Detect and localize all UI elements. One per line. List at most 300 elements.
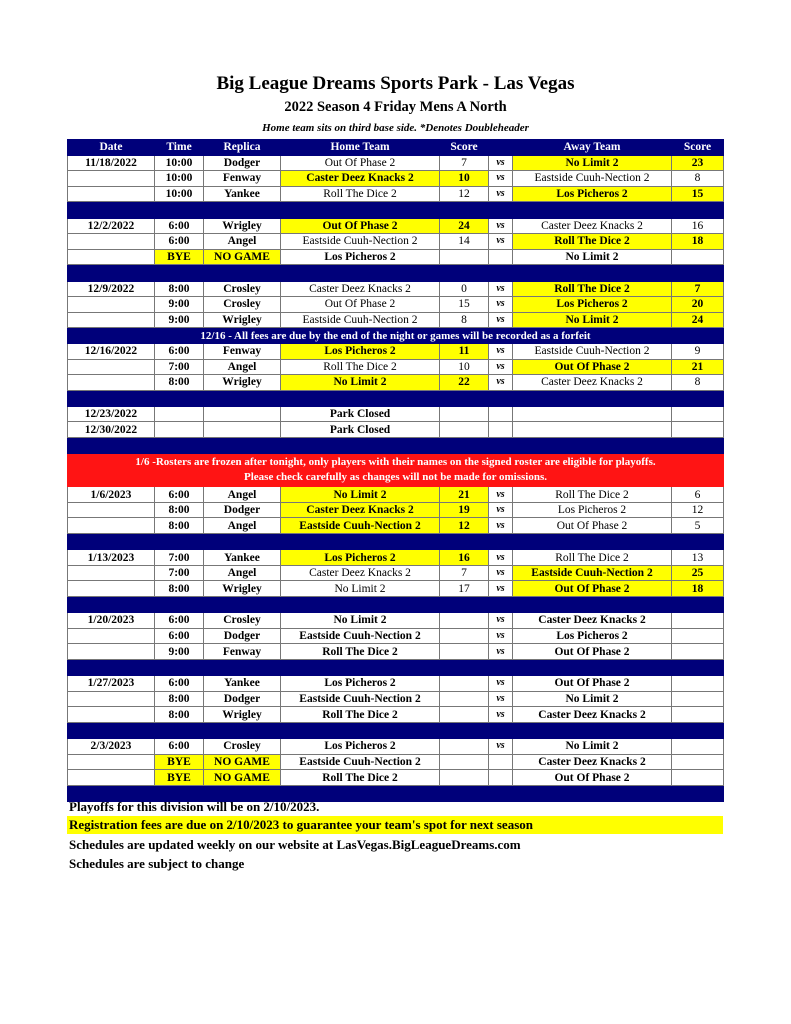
header-replica: Replica bbox=[204, 140, 281, 156]
game-date: 1/20/2023 bbox=[68, 613, 155, 629]
game-field: Dodger bbox=[204, 691, 281, 707]
home-score: 10 bbox=[440, 171, 489, 187]
away-team: Roll The Dice 2 bbox=[513, 487, 672, 503]
week-separator bbox=[68, 390, 724, 406]
away-score: 5 bbox=[672, 518, 724, 534]
game-field: Fenway bbox=[204, 343, 281, 359]
vs-label: vs bbox=[489, 487, 513, 503]
empty-cell bbox=[672, 406, 724, 422]
header-vs bbox=[489, 140, 513, 156]
vs-label: vs bbox=[489, 234, 513, 250]
game-time: 8:00 bbox=[155, 281, 204, 297]
away-score: 18 bbox=[672, 581, 724, 597]
game-field: Wrigley bbox=[204, 218, 281, 234]
home-team: No Limit 2 bbox=[281, 487, 440, 503]
roster-notice-row bbox=[68, 454, 724, 487]
game-time: 8:00 bbox=[155, 518, 204, 534]
week-separator bbox=[68, 534, 724, 550]
vs-label: vs bbox=[489, 739, 513, 755]
game-field: Yankee bbox=[204, 186, 281, 202]
game-time: 8:00 bbox=[155, 691, 204, 707]
game-field: Dodger bbox=[204, 628, 281, 644]
home-score: 12 bbox=[440, 518, 489, 534]
game-time: 9:00 bbox=[155, 312, 204, 328]
roster-notice-line: 1/6 -Rosters are frozen after tonight, only players with their names on the signed roster are eligible for playoffs. bbox=[135, 456, 656, 469]
game-date bbox=[68, 644, 155, 660]
separator-cell bbox=[68, 265, 724, 281]
game-date: 12/9/2022 bbox=[68, 281, 155, 297]
separator-cell bbox=[68, 534, 724, 550]
away-team: Out Of Phase 2 bbox=[513, 676, 672, 692]
game-row bbox=[68, 234, 724, 250]
game-date bbox=[68, 234, 155, 250]
closed-row bbox=[68, 422, 724, 438]
game-row bbox=[68, 707, 724, 723]
home-team: Out Of Phase 2 bbox=[281, 155, 440, 171]
game-time: 6:00 bbox=[155, 487, 204, 503]
empty-cell bbox=[155, 422, 204, 438]
vs-label bbox=[489, 770, 513, 786]
home-score bbox=[440, 739, 489, 755]
game-field: NO GAME bbox=[204, 754, 281, 770]
game-field: Angel bbox=[204, 359, 281, 375]
separator-cell bbox=[68, 390, 724, 406]
game-row bbox=[68, 502, 724, 518]
game-row bbox=[68, 312, 724, 328]
away-score: 9 bbox=[672, 343, 724, 359]
separator-cell bbox=[68, 202, 724, 218]
game-time: 6:00 bbox=[155, 343, 204, 359]
vs-label: vs bbox=[489, 375, 513, 391]
table-header-row bbox=[68, 140, 724, 156]
game-date: 1/13/2023 bbox=[68, 550, 155, 566]
home-score: 14 bbox=[440, 234, 489, 250]
home-score: 11 bbox=[440, 343, 489, 359]
game-field: Crosley bbox=[204, 297, 281, 313]
game-time: 7:00 bbox=[155, 550, 204, 566]
vs-label: vs bbox=[489, 691, 513, 707]
away-score: 13 bbox=[672, 550, 724, 566]
game-row bbox=[68, 581, 724, 597]
empty-cell bbox=[155, 406, 204, 422]
game-field: Crosley bbox=[204, 613, 281, 629]
separator-cell bbox=[68, 597, 724, 613]
away-team: No Limit 2 bbox=[513, 739, 672, 755]
game-date: 1/6/2023 bbox=[68, 487, 155, 503]
away-score: 18 bbox=[672, 234, 724, 250]
away-team: Caster Deez Knacks 2 bbox=[513, 218, 672, 234]
vs-label: vs bbox=[489, 186, 513, 202]
game-field: Crosley bbox=[204, 281, 281, 297]
away-score bbox=[672, 628, 724, 644]
game-row bbox=[68, 613, 724, 629]
away-score bbox=[672, 676, 724, 692]
separator-cell bbox=[68, 659, 724, 675]
away-score: 21 bbox=[672, 359, 724, 375]
game-time: 10:00 bbox=[155, 171, 204, 187]
game-date: 12/2/2022 bbox=[68, 218, 155, 234]
game-date bbox=[68, 518, 155, 534]
home-score: 22 bbox=[440, 375, 489, 391]
away-team: No Limit 2 bbox=[513, 691, 672, 707]
game-field: Crosley bbox=[204, 739, 281, 755]
game-date bbox=[68, 628, 155, 644]
game-date bbox=[68, 249, 155, 265]
home-score bbox=[440, 628, 489, 644]
header-date: Date bbox=[68, 140, 155, 156]
away-team: Roll The Dice 2 bbox=[513, 550, 672, 566]
game-time: BYE bbox=[155, 770, 204, 786]
empty-cell bbox=[440, 422, 489, 438]
home-team: Los Picheros 2 bbox=[281, 739, 440, 755]
empty-cell bbox=[513, 406, 672, 422]
home-team: Roll The Dice 2 bbox=[281, 644, 440, 660]
game-date bbox=[68, 691, 155, 707]
vs-label: vs bbox=[489, 359, 513, 375]
away-score bbox=[672, 707, 724, 723]
home-score: 7 bbox=[440, 565, 489, 581]
game-time: 8:00 bbox=[155, 707, 204, 723]
separator-cell bbox=[68, 722, 724, 738]
game-field: NO GAME bbox=[204, 249, 281, 265]
away-score: 7 bbox=[672, 281, 724, 297]
game-field: NO GAME bbox=[204, 770, 281, 786]
vs-label: vs bbox=[489, 171, 513, 187]
home-team: Eastside Cuuh-Nection 2 bbox=[281, 312, 440, 328]
game-row bbox=[68, 281, 724, 297]
roster-notice bbox=[68, 454, 724, 487]
game-date bbox=[68, 375, 155, 391]
away-score: 8 bbox=[672, 171, 724, 187]
home-team: Roll The Dice 2 bbox=[281, 359, 440, 375]
game-date bbox=[68, 581, 155, 597]
away-score bbox=[672, 754, 724, 770]
away-team: Out Of Phase 2 bbox=[513, 770, 672, 786]
game-row bbox=[68, 487, 724, 503]
week-separator bbox=[68, 265, 724, 281]
game-row bbox=[68, 754, 724, 770]
game-date bbox=[68, 312, 155, 328]
away-team: Eastside Cuuh-Nection 2 bbox=[513, 171, 672, 187]
home-team: Roll The Dice 2 bbox=[281, 707, 440, 723]
empty-cell bbox=[440, 406, 489, 422]
game-field: Angel bbox=[204, 565, 281, 581]
empty-cell bbox=[204, 406, 281, 422]
home-team: Eastside Cuuh-Nection 2 bbox=[281, 754, 440, 770]
game-time: 6:00 bbox=[155, 613, 204, 629]
home-team: Eastside Cuuh-Nection 2 bbox=[281, 518, 440, 534]
week-separator bbox=[68, 722, 724, 738]
game-date bbox=[68, 297, 155, 313]
vs-label: vs bbox=[489, 297, 513, 313]
empty-cell bbox=[204, 422, 281, 438]
home-team: Eastside Cuuh-Nection 2 bbox=[281, 628, 440, 644]
vs-label: vs bbox=[489, 281, 513, 297]
home-score: 16 bbox=[440, 550, 489, 566]
away-team: Eastside Cuuh-Nection 2 bbox=[513, 343, 672, 359]
game-time: 9:00 bbox=[155, 644, 204, 660]
page-title: Big League Dreams Sports Park - Las Vegas bbox=[216, 73, 575, 94]
game-time: 6:00 bbox=[155, 628, 204, 644]
home-team: Eastside Cuuh-Nection 2 bbox=[281, 234, 440, 250]
game-row bbox=[68, 565, 724, 581]
home-team: Roll The Dice 2 bbox=[281, 186, 440, 202]
game-row bbox=[68, 171, 724, 187]
game-row bbox=[68, 676, 724, 692]
home-team: No Limit 2 bbox=[281, 581, 440, 597]
away-team: Out Of Phase 2 bbox=[513, 581, 672, 597]
home-team: No Limit 2 bbox=[281, 613, 440, 629]
game-date bbox=[68, 502, 155, 518]
vs-label: vs bbox=[489, 707, 513, 723]
playoffs-note: Playoffs for this division will be on 2/10/2023. bbox=[69, 799, 320, 814]
game-time: 6:00 bbox=[155, 218, 204, 234]
away-score bbox=[672, 739, 724, 755]
away-team: Los Picheros 2 bbox=[513, 502, 672, 518]
away-score: 24 bbox=[672, 312, 724, 328]
game-date: 1/27/2023 bbox=[68, 676, 155, 692]
game-time: 10:00 bbox=[155, 155, 204, 171]
game-row bbox=[68, 186, 724, 202]
home-score bbox=[440, 644, 489, 660]
game-field: Wrigley bbox=[204, 707, 281, 723]
vs-label: vs bbox=[489, 550, 513, 566]
home-score bbox=[440, 249, 489, 265]
away-team: Caster Deez Knacks 2 bbox=[513, 754, 672, 770]
game-row bbox=[68, 218, 724, 234]
game-row bbox=[68, 739, 724, 755]
away-score: 6 bbox=[672, 487, 724, 503]
game-field: Angel bbox=[204, 487, 281, 503]
game-row bbox=[68, 550, 724, 566]
home-team: Caster Deez Knacks 2 bbox=[281, 565, 440, 581]
game-date bbox=[68, 770, 155, 786]
home-team: Roll The Dice 2 bbox=[281, 770, 440, 786]
away-team: Roll The Dice 2 bbox=[513, 234, 672, 250]
home-score: 19 bbox=[440, 502, 489, 518]
home-score bbox=[440, 754, 489, 770]
vs-label: vs bbox=[489, 502, 513, 518]
vs-label bbox=[489, 249, 513, 265]
game-field: Dodger bbox=[204, 155, 281, 171]
game-row bbox=[68, 359, 724, 375]
game-time: BYE bbox=[155, 249, 204, 265]
away-team: Caster Deez Knacks 2 bbox=[513, 707, 672, 723]
vs-label: vs bbox=[489, 644, 513, 660]
away-score: 25 bbox=[672, 565, 724, 581]
away-score bbox=[672, 691, 724, 707]
week-separator bbox=[68, 202, 724, 218]
home-score: 12 bbox=[440, 186, 489, 202]
park-closed: Park Closed bbox=[281, 406, 440, 422]
away-score bbox=[672, 644, 724, 660]
closed-row bbox=[68, 406, 724, 422]
header-away-team: Away Team bbox=[513, 140, 672, 156]
away-team: Out Of Phase 2 bbox=[513, 518, 672, 534]
game-row bbox=[68, 691, 724, 707]
home-score: 0 bbox=[440, 281, 489, 297]
header-time: Time bbox=[155, 140, 204, 156]
vs-label bbox=[489, 754, 513, 770]
home-score bbox=[440, 707, 489, 723]
away-team: Los Picheros 2 bbox=[513, 628, 672, 644]
home-team: No Limit 2 bbox=[281, 375, 440, 391]
game-field: Fenway bbox=[204, 171, 281, 187]
game-field: Wrigley bbox=[204, 312, 281, 328]
game-date: 12/30/2022 bbox=[68, 422, 155, 438]
away-team: Out Of Phase 2 bbox=[513, 359, 672, 375]
header-away-score: Score bbox=[672, 140, 724, 156]
away-team: Caster Deez Knacks 2 bbox=[513, 613, 672, 629]
game-field: Yankee bbox=[204, 550, 281, 566]
game-field: Angel bbox=[204, 518, 281, 534]
game-time: 7:00 bbox=[155, 565, 204, 581]
game-row bbox=[68, 343, 724, 359]
empty-cell bbox=[489, 406, 513, 422]
home-team: Caster Deez Knacks 2 bbox=[281, 281, 440, 297]
away-team: Out Of Phase 2 bbox=[513, 644, 672, 660]
vs-label: vs bbox=[489, 343, 513, 359]
website-note: Schedules are updated weekly on our website at LasVegas.BigLeagueDreams.com bbox=[69, 837, 521, 852]
game-date bbox=[68, 754, 155, 770]
week-separator bbox=[68, 438, 724, 454]
game-field: Wrigley bbox=[204, 375, 281, 391]
away-team: Eastside Cuuh-Nection 2 bbox=[513, 565, 672, 581]
away-team: No Limit 2 bbox=[513, 155, 672, 171]
vs-label: vs bbox=[489, 312, 513, 328]
week-separator bbox=[68, 659, 724, 675]
game-time: 10:00 bbox=[155, 186, 204, 202]
home-team: Caster Deez Knacks 2 bbox=[281, 502, 440, 518]
schedule-body bbox=[68, 155, 724, 802]
game-row bbox=[68, 249, 724, 265]
separator-cell bbox=[68, 438, 724, 454]
home-team: Los Picheros 2 bbox=[281, 343, 440, 359]
game-date bbox=[68, 565, 155, 581]
game-date: 12/16/2022 bbox=[68, 343, 155, 359]
game-time: 9:00 bbox=[155, 297, 204, 313]
game-row bbox=[68, 375, 724, 391]
away-score bbox=[672, 770, 724, 786]
away-score: 23 bbox=[672, 155, 724, 171]
empty-cell bbox=[672, 422, 724, 438]
game-time: 8:00 bbox=[155, 375, 204, 391]
away-score: 16 bbox=[672, 218, 724, 234]
home-team: Out Of Phase 2 bbox=[281, 218, 440, 234]
game-time: 6:00 bbox=[155, 739, 204, 755]
away-team: Los Picheros 2 bbox=[513, 186, 672, 202]
fee-notice: 12/16 - All fees are due by the end of the night or games will be recorded as a forfeit bbox=[68, 328, 724, 344]
vs-label: vs bbox=[489, 676, 513, 692]
registration-note: Registration fees are due on 2/10/2023 to guarantee your team's spot for next season bbox=[67, 816, 723, 834]
game-time: BYE bbox=[155, 754, 204, 770]
game-time: 6:00 bbox=[155, 676, 204, 692]
game-row bbox=[68, 644, 724, 660]
game-time: 8:00 bbox=[155, 502, 204, 518]
game-field: Wrigley bbox=[204, 581, 281, 597]
home-score bbox=[440, 691, 489, 707]
vs-label: vs bbox=[489, 155, 513, 171]
header-home-score: Score bbox=[440, 140, 489, 156]
away-score: 12 bbox=[672, 502, 724, 518]
home-team: Los Picheros 2 bbox=[281, 249, 440, 265]
game-field: Angel bbox=[204, 234, 281, 250]
away-score: 15 bbox=[672, 186, 724, 202]
home-score: 15 bbox=[440, 297, 489, 313]
game-row bbox=[68, 155, 724, 171]
game-date: 11/18/2022 bbox=[68, 155, 155, 171]
game-date bbox=[68, 359, 155, 375]
away-score: 8 bbox=[672, 375, 724, 391]
home-score: 7 bbox=[440, 155, 489, 171]
home-team-note: Home team sits on third base side. *Denotes Doubleheader bbox=[262, 122, 529, 134]
away-score bbox=[672, 613, 724, 629]
game-row bbox=[68, 770, 724, 786]
home-team: Eastside Cuuh-Nection 2 bbox=[281, 691, 440, 707]
home-score bbox=[440, 770, 489, 786]
game-date bbox=[68, 707, 155, 723]
game-time: 6:00 bbox=[155, 234, 204, 250]
roster-notice-line: Please check carefully as changes will not be made for omissions. bbox=[244, 471, 547, 484]
game-time: 7:00 bbox=[155, 359, 204, 375]
away-team: No Limit 2 bbox=[513, 312, 672, 328]
home-team: Los Picheros 2 bbox=[281, 676, 440, 692]
vs-label: vs bbox=[489, 218, 513, 234]
vs-label: vs bbox=[489, 565, 513, 581]
game-row bbox=[68, 628, 724, 644]
game-date: 2/3/2023 bbox=[68, 739, 155, 755]
home-score: 10 bbox=[440, 359, 489, 375]
game-date bbox=[68, 186, 155, 202]
vs-label: vs bbox=[489, 613, 513, 629]
home-score: 24 bbox=[440, 218, 489, 234]
week-separator bbox=[68, 597, 724, 613]
home-score: 17 bbox=[440, 581, 489, 597]
header-home-team: Home Team bbox=[281, 140, 440, 156]
game-field: Dodger bbox=[204, 502, 281, 518]
game-row bbox=[68, 518, 724, 534]
schedule-table bbox=[67, 139, 724, 802]
subject-to-change-note: Schedules are subject to change bbox=[69, 856, 245, 871]
away-score: 20 bbox=[672, 297, 724, 313]
vs-label: vs bbox=[489, 518, 513, 534]
away-team: Roll The Dice 2 bbox=[513, 281, 672, 297]
game-time: 8:00 bbox=[155, 581, 204, 597]
game-field: Yankee bbox=[204, 676, 281, 692]
home-score: 21 bbox=[440, 487, 489, 503]
away-score bbox=[672, 249, 724, 265]
away-team: Los Picheros 2 bbox=[513, 297, 672, 313]
home-score bbox=[440, 676, 489, 692]
away-team: No Limit 2 bbox=[513, 249, 672, 265]
home-team: Out Of Phase 2 bbox=[281, 297, 440, 313]
vs-label: vs bbox=[489, 628, 513, 644]
home-score: 8 bbox=[440, 312, 489, 328]
empty-cell bbox=[489, 422, 513, 438]
game-field: Fenway bbox=[204, 644, 281, 660]
empty-cell bbox=[513, 422, 672, 438]
vs-label: vs bbox=[489, 581, 513, 597]
page-subtitle: 2022 Season 4 Friday Mens A North bbox=[284, 99, 507, 115]
game-row bbox=[68, 297, 724, 313]
home-score bbox=[440, 613, 489, 629]
away-team: Caster Deez Knacks 2 bbox=[513, 375, 672, 391]
game-date: 12/23/2022 bbox=[68, 406, 155, 422]
game-date bbox=[68, 171, 155, 187]
fee-notice-row bbox=[68, 328, 724, 344]
home-team: Caster Deez Knacks 2 bbox=[281, 171, 440, 187]
park-closed: Park Closed bbox=[281, 422, 440, 438]
